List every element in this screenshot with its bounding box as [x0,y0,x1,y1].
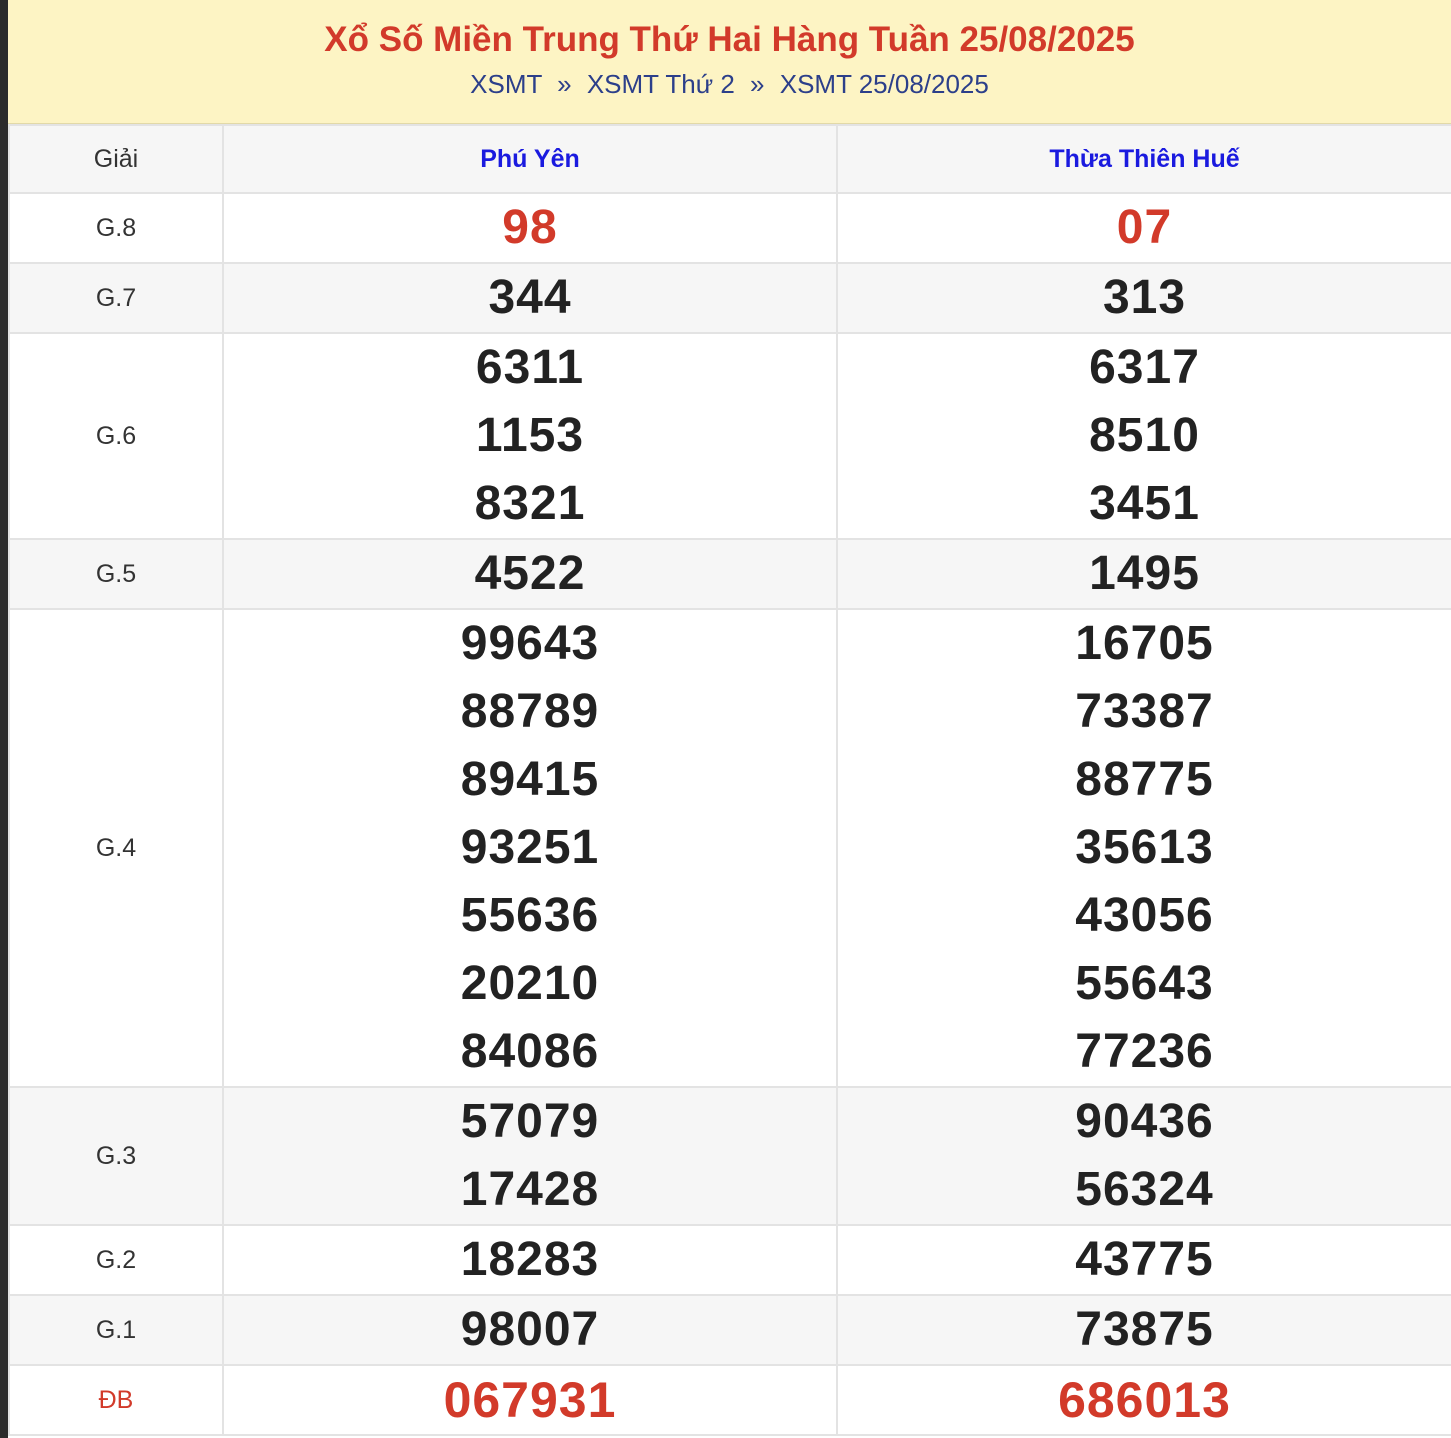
breadcrumb [8,68,1451,100]
result-number: 57079 [460,1095,600,1148]
result-number: 344 [488,271,572,324]
table-row [9,609,1451,1087]
result-number: 90436 [1075,1095,1214,1148]
result-cell [837,333,1451,539]
page-title: Xổ Số Miền Trung Thứ Hai Hàng Tuần 25/08/2025 [324,20,1135,59]
result-number: 56324 [1075,1163,1214,1216]
breadcrumb-separator: » [750,69,765,99]
table-row [9,333,1451,539]
result-number: 07 [1116,201,1173,254]
result-number: 98 [502,201,558,254]
prize-label: ĐB [9,1365,223,1435]
breadcrumb-link-xsmt[interactable]: XSMT [470,69,542,99]
result-number: 18283 [460,1233,600,1286]
special-prize-number: 067931 [443,1372,617,1428]
result-cell [837,1087,1451,1225]
result-number: 8321 [474,477,586,530]
result-number: 6311 [475,341,585,394]
prize-label: G.8 [9,193,223,263]
table-row [9,1225,1451,1295]
special-prize-number: 686013 [1058,1372,1231,1428]
result-number: 43775 [1075,1233,1214,1286]
prize-label: G.3 [9,1087,223,1225]
table-row [9,263,1451,333]
table-header-row [9,125,1451,193]
result-cell [223,609,837,1087]
result-number: 84086 [460,1025,600,1078]
prize-label: G.7 [9,263,223,333]
result-cell [837,1295,1451,1365]
prize-label: G.1 [9,1295,223,1365]
result-cell [223,193,837,263]
result-number: 35613 [1075,821,1214,874]
results-panel [8,0,1451,1438]
result-number: 93251 [460,821,600,874]
table-row [9,1087,1451,1225]
result-cell [837,193,1451,263]
result-number: 88775 [1075,753,1214,806]
result-cell [223,333,837,539]
table-row [9,1365,1451,1435]
result-number: 73875 [1075,1303,1214,1356]
table-row [9,1295,1451,1365]
result-cell [223,539,837,609]
breadcrumb-link-xsmt-date[interactable]: XSMT 25/08/2025 [779,69,989,99]
result-cell [223,263,837,333]
result-cell [837,263,1451,333]
result-cell [223,1295,837,1365]
result-number: 89415 [460,753,600,806]
result-number: 1495 [1089,547,1200,600]
prize-label: G.4 [9,609,223,1087]
result-cell [837,539,1451,609]
breadcrumb-link-xsmt-thu-2[interactable]: XSMT Thứ 2 [586,69,735,99]
province-header-thua-thien-hue: Thừa Thiên Huế [837,125,1451,193]
result-number: 4522 [474,547,586,600]
results-header [8,0,1451,124]
result-number: 1153 [475,409,585,462]
result-cell [837,1365,1451,1435]
result-number: 6317 [1089,341,1200,394]
result-number: 77236 [1075,1025,1214,1078]
result-number: 313 [1102,271,1187,324]
result-cell [223,1365,837,1435]
breadcrumb-separator: » [557,69,572,99]
result-cell [837,609,1451,1087]
result-cell [223,1087,837,1225]
result-number: 20210 [460,957,600,1010]
result-number: 55636 [460,889,600,942]
result-cell [223,1225,837,1295]
result-number: 8510 [1089,409,1200,462]
result-number: 98007 [460,1303,600,1356]
results-table [8,124,1451,1436]
table-row [9,539,1451,609]
prize-label: G.6 [9,333,223,539]
result-number: 73387 [1075,685,1214,738]
result-number: 55643 [1075,957,1214,1010]
result-number: 17428 [460,1163,600,1216]
result-number: 88789 [460,685,600,738]
prize-label: G.5 [9,539,223,609]
prize-label: G.2 [9,1225,223,1295]
window-edge [0,0,8,1438]
province-header-phu-yen: Phú Yên [223,125,837,193]
table-row [9,193,1451,263]
result-cell [837,1225,1451,1295]
result-number: 43056 [1075,889,1214,942]
result-number: 16705 [1075,617,1214,670]
prize-column-header: Giải [9,125,223,193]
results-body [9,193,1451,1435]
result-number: 99643 [460,617,600,670]
result-number: 3451 [1089,477,1200,530]
